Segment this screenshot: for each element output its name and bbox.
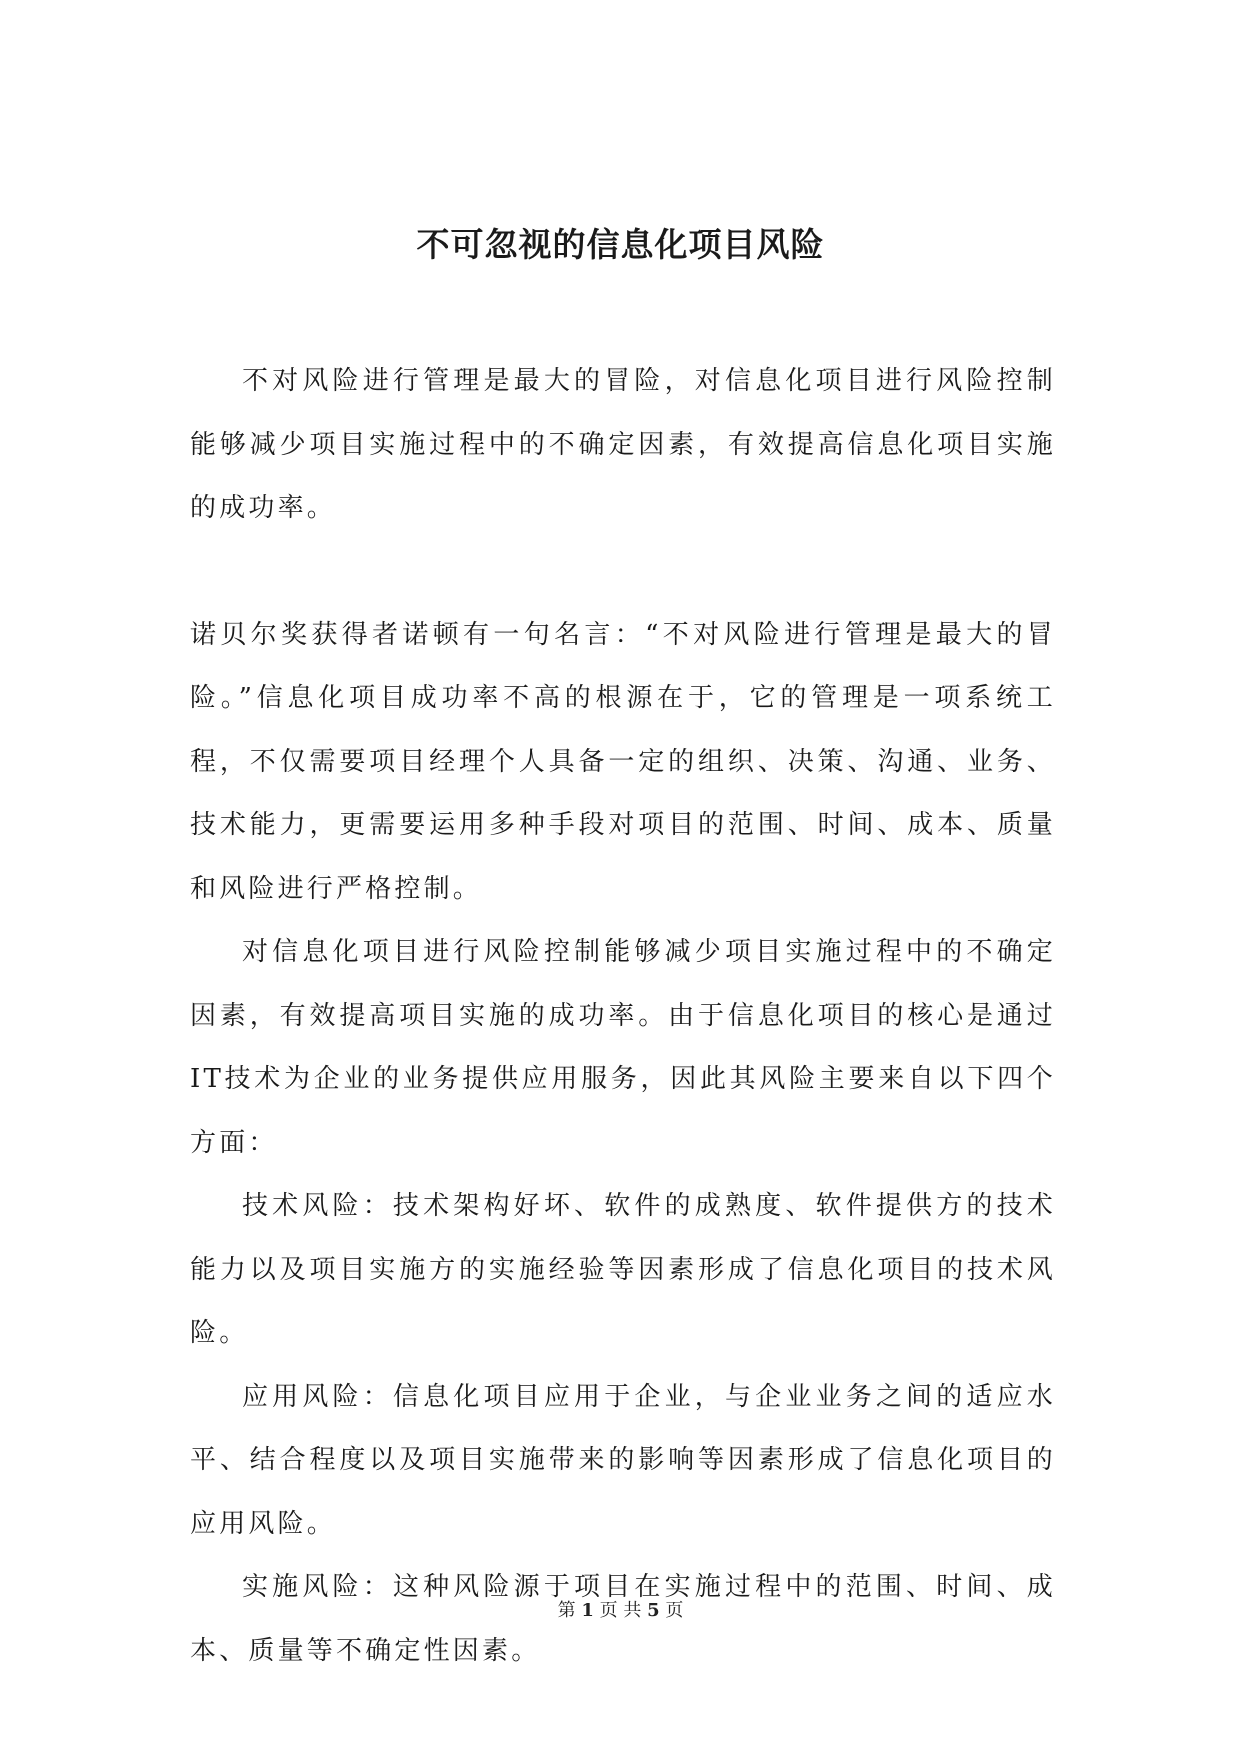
document-title: 不可忽视的信息化项目风险 bbox=[416, 225, 825, 264]
paragraph-implementation-risk: 实施风险：这种风险源于项目在实施过程中的范围、时间、成本、质量等不确定性因素。 bbox=[190, 1572, 1056, 1666]
footer-page-number: 1 bbox=[581, 1600, 594, 1621]
paragraph-intro: 不对风险进行管理是最大的冒险，对信息化项目进行风险控制能够减少项目实施过程中的不确定因素，有效提高信息化项目实施的成功率。 bbox=[190, 366, 1056, 523]
footer-prefix: 第 bbox=[557, 1600, 576, 1621]
paragraph-quote: 诺贝尔奖获得者诺顿有一句名言：“不对风险进行管理是最大的冒险。”信息化项目成功率不高的根源在于，它的管理是一项系统工程，不仅需要项目经理个人具备一定的组织、决策、沟通、业务、技术能力，更需要运用多种手段对项目的范围、时间、成本、质量和风险进行严格控制。 bbox=[190, 619, 1056, 904]
paragraph-risk-control: 对信息化项目进行风险控制能够减少项目实施过程中的不确定因素，有效提高项目实施的成功率。由于信息化项目的核心是通过IT技术为企业的业务提供应用服务，因此其风险主要来自以下四个方面： bbox=[190, 937, 1056, 1158]
footer-middle: 页 共 bbox=[599, 1600, 642, 1621]
paragraph-application-risk: 应用风险：信息化项目应用于企业，与企业业务之间的适应水平、结合程度以及项目实施带来的影响等因素形成了信息化项目的应用风险。 bbox=[190, 1381, 1056, 1539]
footer-suffix: 页 bbox=[665, 1600, 684, 1621]
document-body bbox=[190, 350, 1056, 1683]
page-footer bbox=[0, 1598, 1241, 1624]
paragraph-technical-risk: 技术风险：技术架构好坏、软件的成熟度、软件提供方的技术能力以及项目实施方的实施经验等因素形成了信息化项目的技术风险。 bbox=[190, 1191, 1056, 1348]
paragraph-gap bbox=[190, 541, 1056, 604]
footer-total-pages: 5 bbox=[647, 1600, 660, 1621]
